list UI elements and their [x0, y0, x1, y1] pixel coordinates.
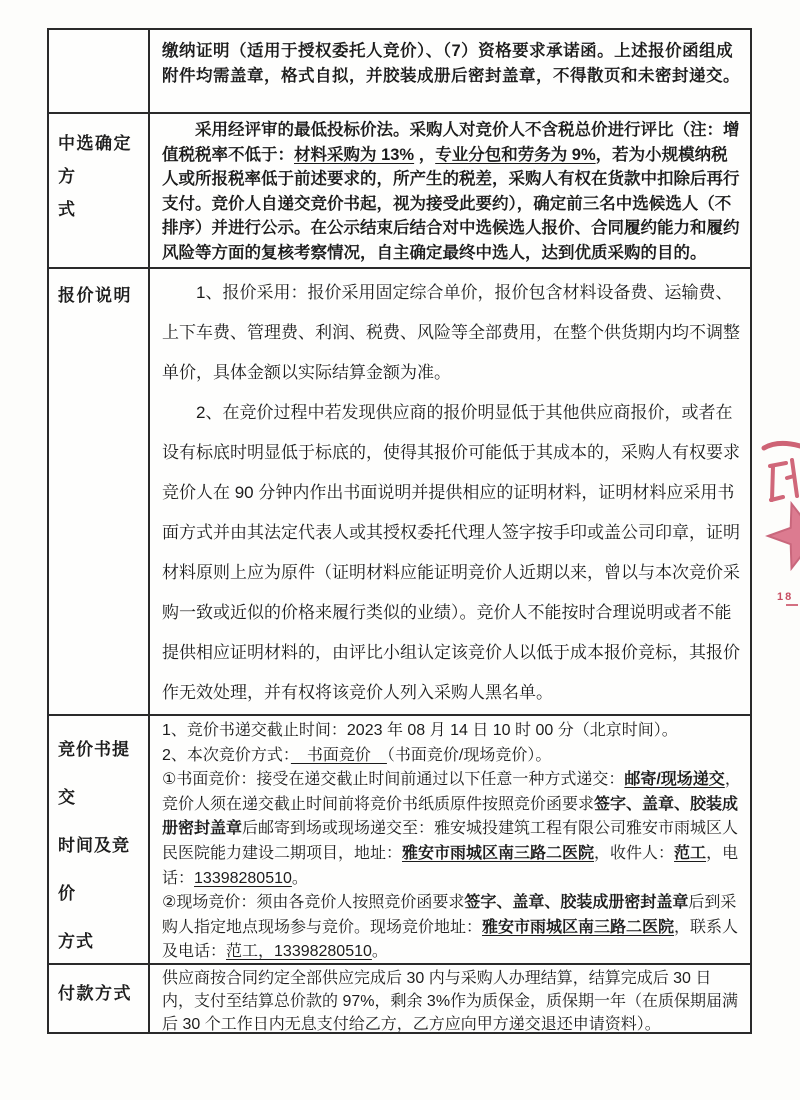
- label-line: 中选确定方: [58, 134, 132, 186]
- row-label-quotation-notes: [49, 269, 150, 714]
- table-row-payment: [49, 963, 750, 1032]
- submission-written-paragraph: ①书面竞价：接受在递交截止时间前通过以下任意一种方式递交：邮寄/现场递交，竞价人须在递交截止时间前将竞价书纸质原件按照竞价函要求签字、盖章、胶装成册密封盖章后邮寄到场或现场递交至：雅安城投建筑工程有限公司雅安市雨城区人民医院能力建设二期项目，地址：雅安市雨城区南三路二医院，收件人：范工，电话：13398280510。: [162, 771, 741, 887]
- label-line: 时间及竞价: [58, 836, 130, 903]
- table-row-submission: [49, 714, 750, 963]
- label-line: 报价说明: [58, 286, 132, 305]
- label-line: 竞价书提交: [58, 740, 130, 807]
- selection-method-cell: [150, 114, 750, 267]
- quotation-paragraph-2: 2、在竞价过程中若发现供应商的报价明显低于其他供应商报价，或者在设有标底时明显低于标底的，使得其报价可能低于其成本的，采购人有权要求竞价人在 90 分钟内作出书面说明并提供相应的证明材料，证明材料应采用书面方式并由其法定代表人或其授权委托代理人签字按手印或盖公司印章，证明材料原则上应为原件（证明材料应能证明竞价人近期以来，曾以与本次竞价采购一致或近似的价格来履行类似的业绩）。竞价人不能按时合理说明或者不能提供相应证明材料的，由评比小组认定该竞价人以低于成本报价竞标，其报价作无效处理，并有权将该竞价人列入采购人黑名单。: [162, 403, 740, 702]
- table-row-attachment-note: [49, 30, 750, 112]
- submission-deadline-line: 1、竞价书递交截止时间：2023 年 08 月 14 日 10 时 00 分（北京时间）。: [162, 722, 678, 739]
- red-seal-icon: [756, 436, 800, 618]
- label-line: 方式: [58, 932, 94, 951]
- attachment-note-cell: [150, 30, 750, 112]
- submission-mode-line: 2、本次竞价方式： 书面竞价 （书面竞价/现场竞价）。: [162, 746, 552, 764]
- stamp-number-text: 18: [777, 591, 794, 603]
- bidding-info-table: [47, 28, 752, 1034]
- row-label-empty: [49, 30, 150, 112]
- table-row-quotation-notes: [49, 267, 750, 714]
- table-row-selection-method: [49, 112, 750, 267]
- quotation-notes-cell: [150, 269, 750, 714]
- submission-onsite-paragraph: ②现场竞价：须由各竞价人按照竞价函要求签字、盖章、胶装成册密封盖章后到采购人指定地点现场参与竞价。现场竞价地址：雅安市雨城区南三路二医院，联系人及电话：范工，13398280510。: [162, 894, 739, 961]
- payment-terms-text: 供应商按合同约定全部供应完成后 30 内与采购人办理结算，结算完成后 30 日内，支付至结算总价款的 97%，剩余 3%作为质保金，质保期一年（在质保期届满后 30 个工作日内无息支付给乙方，乙方应向甲方递交退还申请资料）。: [162, 970, 739, 1032]
- row-label-selection-method: [49, 114, 150, 267]
- star-icon: [768, 504, 800, 569]
- red-seal-stamp-partial: [756, 436, 800, 618]
- attachment-note-text: 缴纳证明（适用于授权委托人竞价）、（7）资格要求承诺函。上述报价函组成附件均需盖章，格式自拟，并胶装成册后密封盖章，不得散页和未密封递交。: [162, 42, 740, 85]
- label-line: 式: [58, 200, 77, 219]
- payment-cell: [150, 965, 750, 1032]
- selection-method-text: 采用经评审的最低投标价法。采购人对竞价人不含税总价进行评比（注：增值税税率不低于：材料采购为 13% ，专业分包和劳务为 9%，若为小规模纳税人或所报税率低于前述要求的，所产生的税差，采购人有权在货款中扣除后再行支付。竞价人自递交竞价书起，视为接受此要约），确定前三名中选候选人（不排序）并进行公示。在公示结束后结合对中选候选人报价、合同履约能力和履约风险等方面的复核考察情况，自主确定最终中选人，达到优质采购的目的。: [162, 121, 740, 262]
- row-label-payment: [49, 965, 150, 1032]
- quotation-paragraph-1: 1、报价采用：报价采用固定综合单价，报价包含材料设备费、运输费、上下车费、管理费、利润、税费、风险等全部费用，在整个供货期内均不调整单价，具体金额以实际结算金额为准。: [162, 283, 740, 382]
- label-line: 付款方式: [58, 984, 132, 1003]
- row-label-submission: [49, 716, 150, 963]
- submission-cell: [150, 716, 750, 963]
